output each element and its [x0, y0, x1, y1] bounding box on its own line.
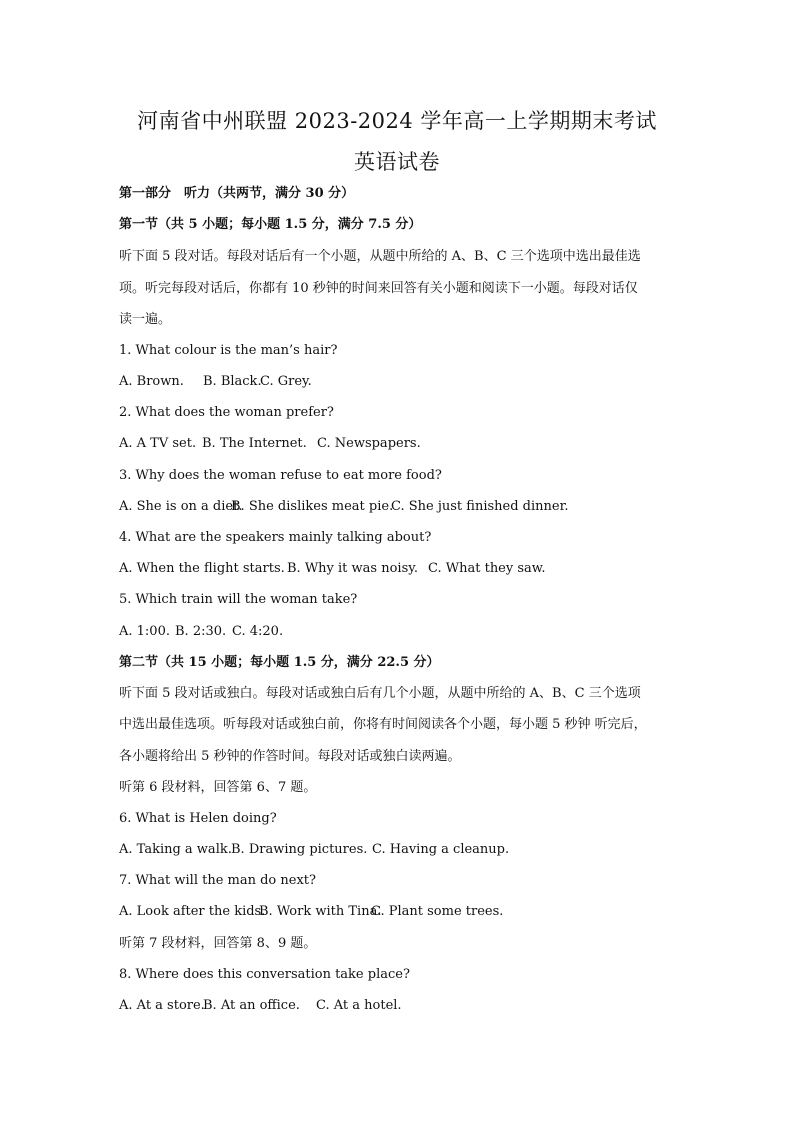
question-6: 6. What is Helen doing? — [119, 811, 277, 826]
option-a: A. When the flight starts. — [119, 561, 285, 576]
question-8: 8. Where does this conversation take place? — [119, 967, 410, 982]
option-c: C. Having a cleanup. — [372, 842, 510, 857]
section2-instruction-line: 中选出最佳选项。听每段对话或独白前，你将有时间阅读各个小题，每小题 5 秒钟 听完后， — [119, 717, 647, 732]
question-6-options — [119, 840, 679, 860]
option-a: A. At a store. — [119, 998, 205, 1013]
section1-instruction-line: 听下面 5 段对话。每段对话后有一个小题，从题中所给的 A、B、C 三个选项中选出最佳选 — [119, 249, 641, 264]
option-c: C. 4:20. — [232, 624, 284, 639]
question-1-options — [119, 372, 679, 392]
option-a: A. Brown. — [119, 374, 184, 389]
document-subtitle: 英语试卷 — [354, 150, 440, 174]
material-6-note: 听第 6 段材料，回答第 6、7 题。 — [119, 780, 317, 795]
option-b: B. Drawing pictures. — [231, 842, 368, 857]
option-b: B. At an office. — [203, 998, 300, 1013]
option-c: C. What they saw. — [428, 561, 546, 576]
option-a: A. Look after the kids. — [119, 904, 266, 919]
question-3-options — [119, 497, 679, 517]
option-c: C. She just finished dinner. — [391, 499, 569, 514]
question-8-options — [119, 996, 679, 1016]
option-a: A. A TV set. — [119, 436, 197, 451]
option-b: B. Work with Tina. — [259, 904, 382, 919]
option-b: B. 2:30. — [175, 624, 227, 639]
question-3: 3. Why does the woman refuse to eat more food? — [119, 468, 442, 483]
option-b: B. Black. — [203, 374, 262, 389]
section2-instruction-line: 听下面 5 段对话或独白。每段对话或独白后有几个小题，从题中所给的 A、B、C 三个选项 — [119, 686, 641, 701]
option-a: A. 1:00. — [119, 624, 170, 639]
option-b: B. Why it was noisy. — [287, 561, 419, 576]
section1-instruction-line: 项。听完每段对话后，你都有 10 秒钟的时间来回答有关小题和阅读下一小题。每段对话仅 — [119, 281, 638, 296]
option-c: C. Newspapers. — [317, 436, 421, 451]
question-2-options — [119, 434, 679, 454]
section1-heading: 第一节（共 5 小题；每小题 1.5 分，满分 7.5 分） — [119, 217, 422, 232]
section1-instruction-line: 读一遍。 — [119, 312, 172, 327]
option-a: A. She is on a diet. — [119, 499, 243, 514]
option-b: B. She dislikes meat pie. — [231, 499, 394, 514]
section2-heading: 第二节（共 15 小题；每小题 1.5 分，满分 22.5 分） — [119, 655, 440, 670]
question-7-options — [119, 902, 679, 922]
option-c: C. At a hotel. — [316, 998, 402, 1013]
question-2: 2. What does the woman prefer? — [119, 405, 334, 420]
material-7-note: 听第 7 段材料，回答第 8、9 题。 — [119, 936, 317, 951]
part1-heading: 第一部分 听力（共两节，满分 30 分） — [119, 186, 355, 201]
question-5: 5. Which train will the woman take? — [119, 592, 358, 607]
document-title: 河南省中州联盟 2023-2024 学年高一上学期期末考试 — [137, 109, 657, 133]
question-5-options — [119, 622, 679, 642]
section2-instruction-line: 各小题将给出 5 秒钟的作答时间。每段对话或独白读两遍。 — [119, 749, 461, 764]
option-c: C. Grey. — [260, 374, 312, 389]
option-c: C. Plant some trees. — [371, 904, 504, 919]
question-4: 4. What are the speakers mainly talking about? — [119, 530, 432, 545]
question-4-options — [119, 559, 679, 579]
question-1: 1. What colour is the man’s hair? — [119, 343, 338, 358]
option-a: A. Taking a walk. — [119, 842, 232, 857]
question-7: 7. What will the man do next? — [119, 873, 316, 888]
option-b: B. The Internet. — [202, 436, 307, 451]
